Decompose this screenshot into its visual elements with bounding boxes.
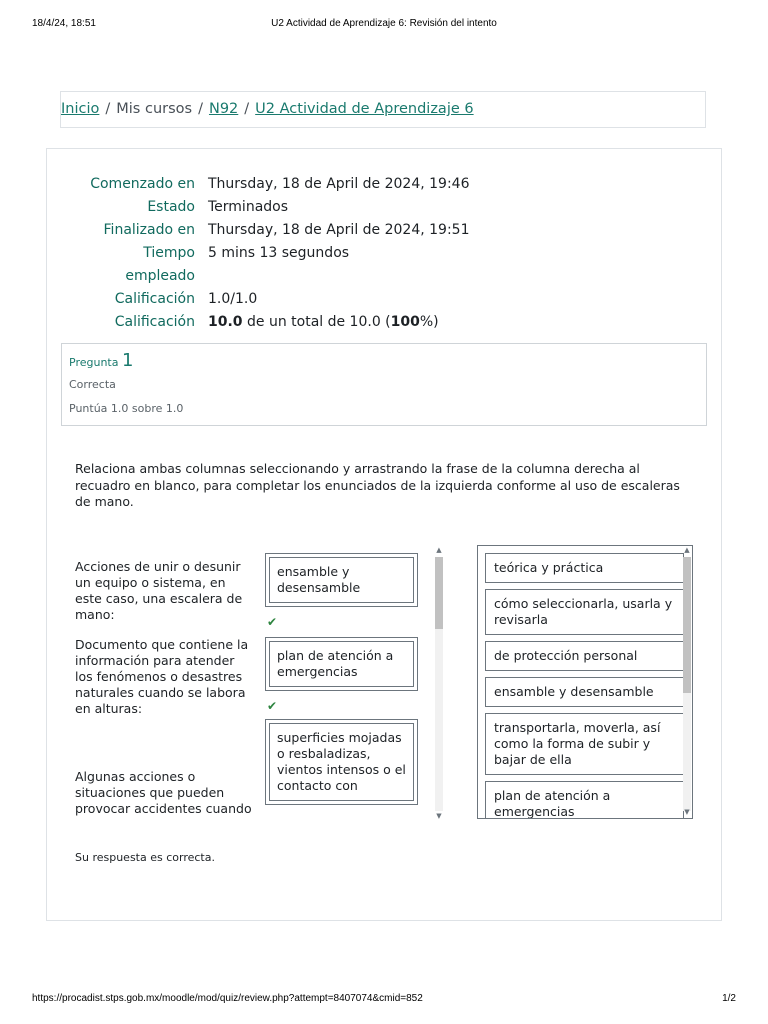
grade-mid: de un total de 10.0 ( bbox=[242, 314, 391, 330]
scroll-down-icon[interactable]: ▼ bbox=[684, 808, 690, 816]
stem-2: Documento que contiene la información para atender los fenómenos o desastres naturales cuando se labora en alturas: bbox=[75, 637, 249, 716]
stem-1: Acciones de unir o desunir un equipo o sistema, en este caso, una escalera de mano: bbox=[75, 559, 243, 622]
started-value: Thursday, 18 de April de 2024, 19:46 bbox=[208, 176, 470, 192]
choice-item[interactable]: ensamble y desensamble bbox=[485, 677, 684, 707]
summary-row-finished bbox=[47, 219, 723, 242]
state-value: Terminados bbox=[208, 199, 289, 215]
question-grade: Puntúa 1.0 sobre 1.0 bbox=[69, 402, 184, 415]
scroll-up-icon[interactable]: ▲ bbox=[436, 546, 442, 554]
attempt-summary-table bbox=[47, 173, 723, 334]
time-label-line2: empleado bbox=[125, 268, 195, 284]
choices-column bbox=[477, 545, 693, 819]
choice-item[interactable]: de protección personal bbox=[485, 641, 684, 671]
drop-zone-3[interactable] bbox=[265, 719, 418, 805]
choice-item[interactable]: plan de atención a emergencias bbox=[485, 781, 684, 819]
breadcrumb-separator: / bbox=[198, 101, 203, 117]
summary-row-state bbox=[47, 196, 723, 219]
summary-row-marks bbox=[47, 288, 723, 311]
drop-zones-column bbox=[265, 545, 420, 823]
breadcrumb bbox=[60, 91, 706, 128]
question-label: Pregunta bbox=[69, 356, 119, 369]
left-scrollbar[interactable] bbox=[433, 545, 443, 823]
scroll-thumb[interactable] bbox=[683, 557, 691, 693]
grade-percent: 100 bbox=[390, 314, 420, 330]
grade-score: 10.0 bbox=[208, 314, 243, 330]
question-number-value: 1 bbox=[121, 350, 134, 371]
drop-zone-1[interactable] bbox=[265, 553, 418, 607]
summary-row-started bbox=[47, 173, 723, 196]
finished-label: Finalizado en bbox=[103, 222, 195, 238]
marks-label: Calificación bbox=[114, 291, 195, 307]
breadcrumb-course-link[interactable]: N92 bbox=[208, 101, 239, 117]
quiz-review-region bbox=[46, 148, 722, 921]
grade-value bbox=[208, 311, 439, 334]
stem-3: Algunas acciones o situaciones que pueden provocar accidentes cuando bbox=[75, 769, 252, 816]
drag-drop-area bbox=[47, 545, 723, 823]
started-label: Comenzado en bbox=[90, 176, 195, 192]
scroll-thumb[interactable] bbox=[435, 557, 443, 629]
choice-item[interactable]: cómo seleccionarla, usarla y revisarla bbox=[485, 589, 684, 635]
print-page-number: 1/2 bbox=[722, 993, 736, 1004]
answer-feedback: Su respuesta es correcta. bbox=[75, 851, 215, 864]
drop-zone-2-answer[interactable]: plan de atención a emergencias bbox=[269, 641, 414, 687]
time-label-line1: Tiempo bbox=[143, 245, 195, 261]
summary-row-grade bbox=[47, 311, 723, 334]
summary-row-time bbox=[47, 242, 723, 288]
check-icon: ✔ bbox=[267, 615, 278, 629]
print-date: 18/4/24, 18:51 bbox=[32, 18, 96, 29]
breadcrumb-activity-link[interactable]: U2 Actividad de Aprendizaje 6 bbox=[255, 101, 474, 117]
question-text: Relaciona ambas columnas seleccionando y arrastrando la frase de la columna derecha al recuadro en blanco, para completar los enunciados de la izquierda conforme al uso de escaleras de mano. bbox=[75, 461, 680, 509]
question-state: Correcta bbox=[69, 378, 116, 391]
question-number bbox=[69, 350, 133, 371]
print-url: https://procadist.stps.gob.mx/moodle/mod/quiz/review.php?attempt=8407074&cmid=852 bbox=[32, 993, 423, 1004]
breadcrumb-home-link[interactable]: Inicio bbox=[61, 101, 100, 117]
state-label: Estado bbox=[147, 199, 195, 215]
stems-column bbox=[75, 545, 255, 823]
breadcrumb-separator: / bbox=[105, 101, 111, 117]
time-value: 5 mins 13 segundos bbox=[208, 245, 350, 261]
drop-zone-3-answer[interactable]: superficies mojadas o resbaladizas, vientos intensos o el contacto con bbox=[269, 723, 414, 801]
finished-value: Thursday, 18 de April de 2024, 19:51 bbox=[208, 222, 470, 238]
marks-value: 1.0/1.0 bbox=[208, 291, 258, 307]
scroll-up-icon[interactable]: ▲ bbox=[684, 546, 690, 554]
scroll-down-icon[interactable]: ▼ bbox=[436, 812, 442, 820]
print-title: U2 Actividad de Aprendizaje 6: Revisión del intento bbox=[271, 18, 497, 29]
breadcrumb-my-courses: Mis cursos bbox=[116, 101, 193, 117]
question-info-box bbox=[61, 343, 707, 426]
grade-label: Calificación bbox=[114, 314, 195, 330]
grade-end: %) bbox=[419, 314, 439, 330]
right-scrollbar[interactable] bbox=[681, 545, 691, 823]
drop-zone-2[interactable] bbox=[265, 637, 418, 691]
drop-zone-1-answer[interactable]: ensamble y desensamble bbox=[269, 557, 414, 603]
check-icon: ✔ bbox=[267, 699, 278, 713]
choice-item[interactable]: teórica y práctica bbox=[485, 553, 684, 583]
choice-item[interactable]: transportarla, moverla, así como la forma de subir y bajar de ella bbox=[485, 713, 684, 775]
breadcrumb-separator: / bbox=[244, 101, 250, 117]
